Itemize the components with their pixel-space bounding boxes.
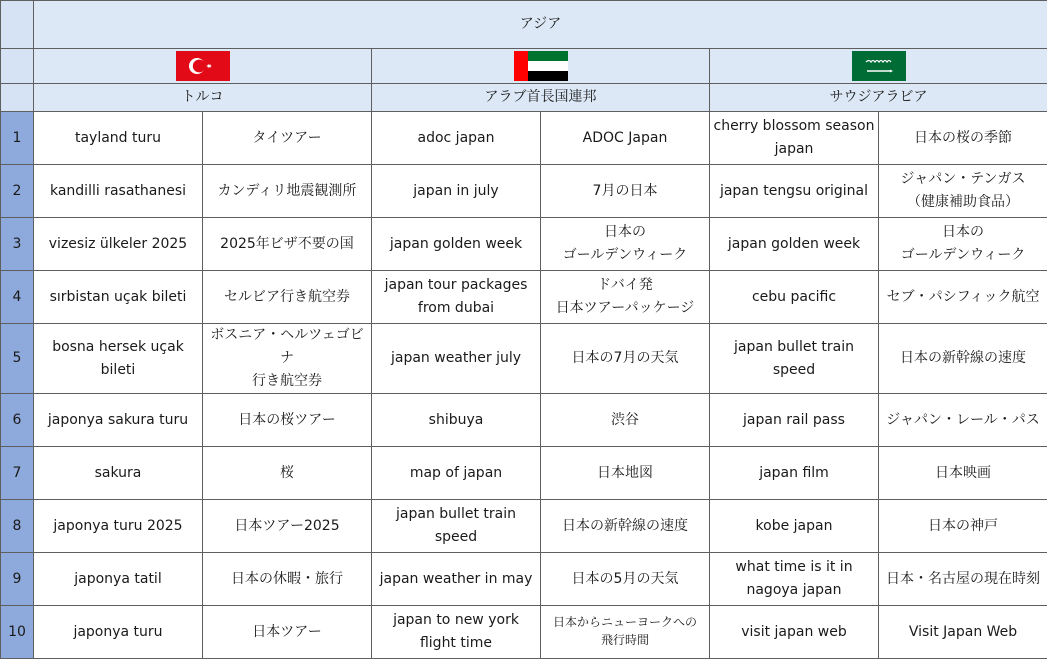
keyword-cell — [372, 500, 541, 553]
cell-text: japonya sakura turu — [48, 409, 188, 432]
translation-cell — [541, 500, 710, 553]
translation-cell — [541, 218, 710, 271]
keyword-cell — [34, 324, 203, 394]
cell-text: ボスニア・ヘルツェゴビナ 行き航空券 — [205, 324, 369, 393]
cell-text: 日本の休暇・旅行 — [231, 568, 343, 591]
cell-text: 日本の新幹線の速度 — [900, 347, 1026, 370]
cell-text: sırbistan uçak bileti — [50, 286, 187, 309]
table-row — [1, 112, 1047, 165]
cell-text: japan golden week — [390, 233, 522, 256]
keyword-cell — [372, 112, 541, 165]
keyword-cell — [34, 218, 203, 271]
translation-cell — [541, 606, 710, 659]
translation-cell — [203, 165, 372, 218]
translation-cell — [879, 271, 1047, 324]
keyword-cell — [710, 500, 879, 553]
cell-text: japan bullet train speed — [396, 503, 516, 549]
cell-text: visit japan web — [741, 621, 847, 644]
country-name-uae: アラブ首長国連邦 — [372, 84, 710, 112]
uae-flag-cell — [372, 49, 710, 84]
keyword-cell — [372, 324, 541, 394]
region-title: アジア — [34, 1, 1047, 49]
cell-text: japan golden week — [728, 233, 860, 256]
cell-text: 7月の日本 — [593, 180, 658, 203]
translation-cell — [541, 271, 710, 324]
cell-text: 日本地図 — [597, 462, 653, 485]
keyword-cell — [710, 553, 879, 606]
saudi-flag-cell — [710, 49, 1047, 84]
table-row — [1, 165, 1047, 218]
translation-cell — [203, 606, 372, 659]
cell-text: 桜 — [280, 462, 294, 485]
translation-cell — [879, 112, 1047, 165]
cell-text: kobe japan — [756, 515, 833, 538]
cell-text: 日本の7月の天気 — [572, 347, 679, 370]
cell-text: kandilli rasathanesi — [50, 180, 186, 203]
table-row — [1, 553, 1047, 606]
region-header-row — [1, 1, 1047, 49]
cell-text: japan in july — [413, 180, 498, 203]
translation-cell — [541, 394, 710, 447]
cell-text: japan weather july — [391, 347, 521, 370]
translation-cell — [203, 394, 372, 447]
table-row — [1, 394, 1047, 447]
cell-text: 日本の5月の天気 — [572, 568, 679, 591]
row-number: 3 — [1, 218, 34, 271]
table-row — [1, 606, 1047, 659]
keyword-cell — [34, 447, 203, 500]
cell-text: japan tengsu original — [720, 180, 868, 203]
keyword-cell — [372, 394, 541, 447]
cell-text: 日本・名古屋の現在時刻 — [886, 568, 1040, 591]
translation-cell — [879, 218, 1047, 271]
keyword-cell — [710, 271, 879, 324]
row-number: 7 — [1, 447, 34, 500]
cell-text: japan tour packages from dubai — [385, 274, 528, 320]
row-number: 1 — [1, 112, 34, 165]
keyword-cell — [372, 271, 541, 324]
translation-cell — [203, 271, 372, 324]
table-row — [1, 218, 1047, 271]
cell-text: Visit Japan Web — [909, 621, 1017, 644]
cell-text: 日本ツアー — [252, 621, 322, 644]
cell-text: japan rail pass — [743, 409, 845, 432]
translation-cell — [203, 500, 372, 553]
row-number: 8 — [1, 500, 34, 553]
translation-cell — [879, 606, 1047, 659]
row-number: 10 — [1, 606, 34, 659]
keyword-cell — [710, 606, 879, 659]
cell-text: japan film — [759, 462, 829, 485]
cell-text: 日本の新幹線の速度 — [562, 515, 688, 538]
translation-cell — [879, 553, 1047, 606]
cell-text: 日本ツアー2025 — [234, 515, 339, 538]
cell-text: japan weather in may — [380, 568, 533, 591]
keyword-cell — [372, 553, 541, 606]
cell-text: 日本の ゴールデンウィーク — [563, 221, 688, 267]
cell-text: cherry blossom season japan — [714, 115, 875, 161]
translation-cell — [541, 112, 710, 165]
cell-text: ドバイ発 日本ツアーパッケージ — [556, 274, 695, 320]
corner-cell — [1, 49, 34, 84]
cell-text: ジャパン・テンガス （健康補助食品） — [901, 168, 1026, 214]
keyword-cell — [34, 606, 203, 659]
cell-text: japonya turu — [73, 621, 162, 644]
translation-cell — [541, 447, 710, 500]
cell-text: セルビア行き航空券 — [224, 286, 350, 309]
cell-text: 日本の桜ツアー — [238, 409, 336, 432]
translation-cell — [879, 500, 1047, 553]
cell-text: japan bullet train speed — [734, 336, 854, 382]
table-row — [1, 271, 1047, 324]
corner-cell — [1, 84, 34, 112]
translation-cell — [879, 165, 1047, 218]
row-number: 5 — [1, 324, 34, 394]
country-name-saudi: サウジアラビア — [710, 84, 1047, 112]
cell-text: タイツアー — [252, 127, 321, 150]
cell-text: shibuya — [429, 409, 484, 432]
cell-text: 日本の神戸 — [928, 515, 998, 538]
keyword-cell — [34, 500, 203, 553]
keyword-cell — [34, 165, 203, 218]
uae-flag-icon — [514, 51, 568, 81]
cell-text: 日本映画 — [935, 462, 991, 485]
cell-text: ジャパン・レール・パス — [886, 409, 1039, 432]
translation-cell — [203, 324, 372, 394]
translation-cell — [541, 165, 710, 218]
table-row — [1, 500, 1047, 553]
translation-cell — [203, 218, 372, 271]
country-row — [1, 84, 1047, 112]
keyword-cell — [710, 218, 879, 271]
translation-cell — [203, 447, 372, 500]
table-row — [1, 447, 1047, 500]
keyword-cell — [34, 112, 203, 165]
row-number: 2 — [1, 165, 34, 218]
translation-cell — [879, 447, 1047, 500]
cell-text: 渋谷 — [611, 409, 639, 432]
cell-text: 2025年ビザ不要の国 — [220, 233, 354, 256]
cell-text: japan to new york flight time — [393, 609, 519, 655]
row-number: 4 — [1, 271, 34, 324]
cell-text: sakura — [95, 462, 142, 485]
row-number: 9 — [1, 553, 34, 606]
cell-text: 日本からニューヨークへの 飛行時間 — [553, 613, 697, 649]
keyword-cell — [34, 553, 203, 606]
translation-cell — [541, 553, 710, 606]
translation-cell — [203, 112, 372, 165]
cell-text: 日本の ゴールデンウィーク — [901, 221, 1026, 267]
keyword-cell — [34, 394, 203, 447]
translation-cell — [541, 324, 710, 394]
cell-text: tayland turu — [75, 127, 161, 150]
cell-text: japonya tatil — [74, 568, 161, 591]
cell-text: adoc japan — [418, 127, 495, 150]
corner-cell — [1, 1, 34, 49]
keyword-cell — [710, 394, 879, 447]
saudi-flag-icon — [852, 51, 906, 81]
row-number: 6 — [1, 394, 34, 447]
translation-cell — [879, 324, 1047, 394]
keyword-cell — [710, 165, 879, 218]
cell-text: vizesiz ülkeler 2025 — [49, 233, 187, 256]
cell-text: 日本の桜の季節 — [914, 127, 1012, 150]
cell-text: セブ・パシフィック航空 — [887, 286, 1040, 309]
cell-text: cebu pacific — [752, 286, 836, 309]
turkey-flag-cell — [34, 49, 372, 84]
cell-text: bosna hersek uçak bileti — [52, 336, 184, 382]
translation-cell — [203, 553, 372, 606]
keyword-cell — [710, 324, 879, 394]
flag-row — [1, 49, 1047, 84]
keyword-cell — [34, 271, 203, 324]
cell-text: map of japan — [410, 462, 502, 485]
cell-text: japonya turu 2025 — [53, 515, 182, 538]
keyword-cell — [372, 165, 541, 218]
keyword-cell — [372, 447, 541, 500]
keyword-cell — [372, 218, 541, 271]
cell-text: what time is it in nagoya japan — [735, 556, 852, 602]
keyword-cell — [710, 112, 879, 165]
keyword-cell — [372, 606, 541, 659]
turkey-flag-icon — [176, 51, 230, 81]
keyword-cell — [710, 447, 879, 500]
country-name-turkey: トルコ — [34, 84, 372, 112]
cell-text: カンディリ地震観測所 — [218, 180, 357, 203]
translation-cell — [879, 394, 1047, 447]
cell-text: ADOC Japan — [583, 127, 668, 150]
table-row — [1, 324, 1047, 394]
